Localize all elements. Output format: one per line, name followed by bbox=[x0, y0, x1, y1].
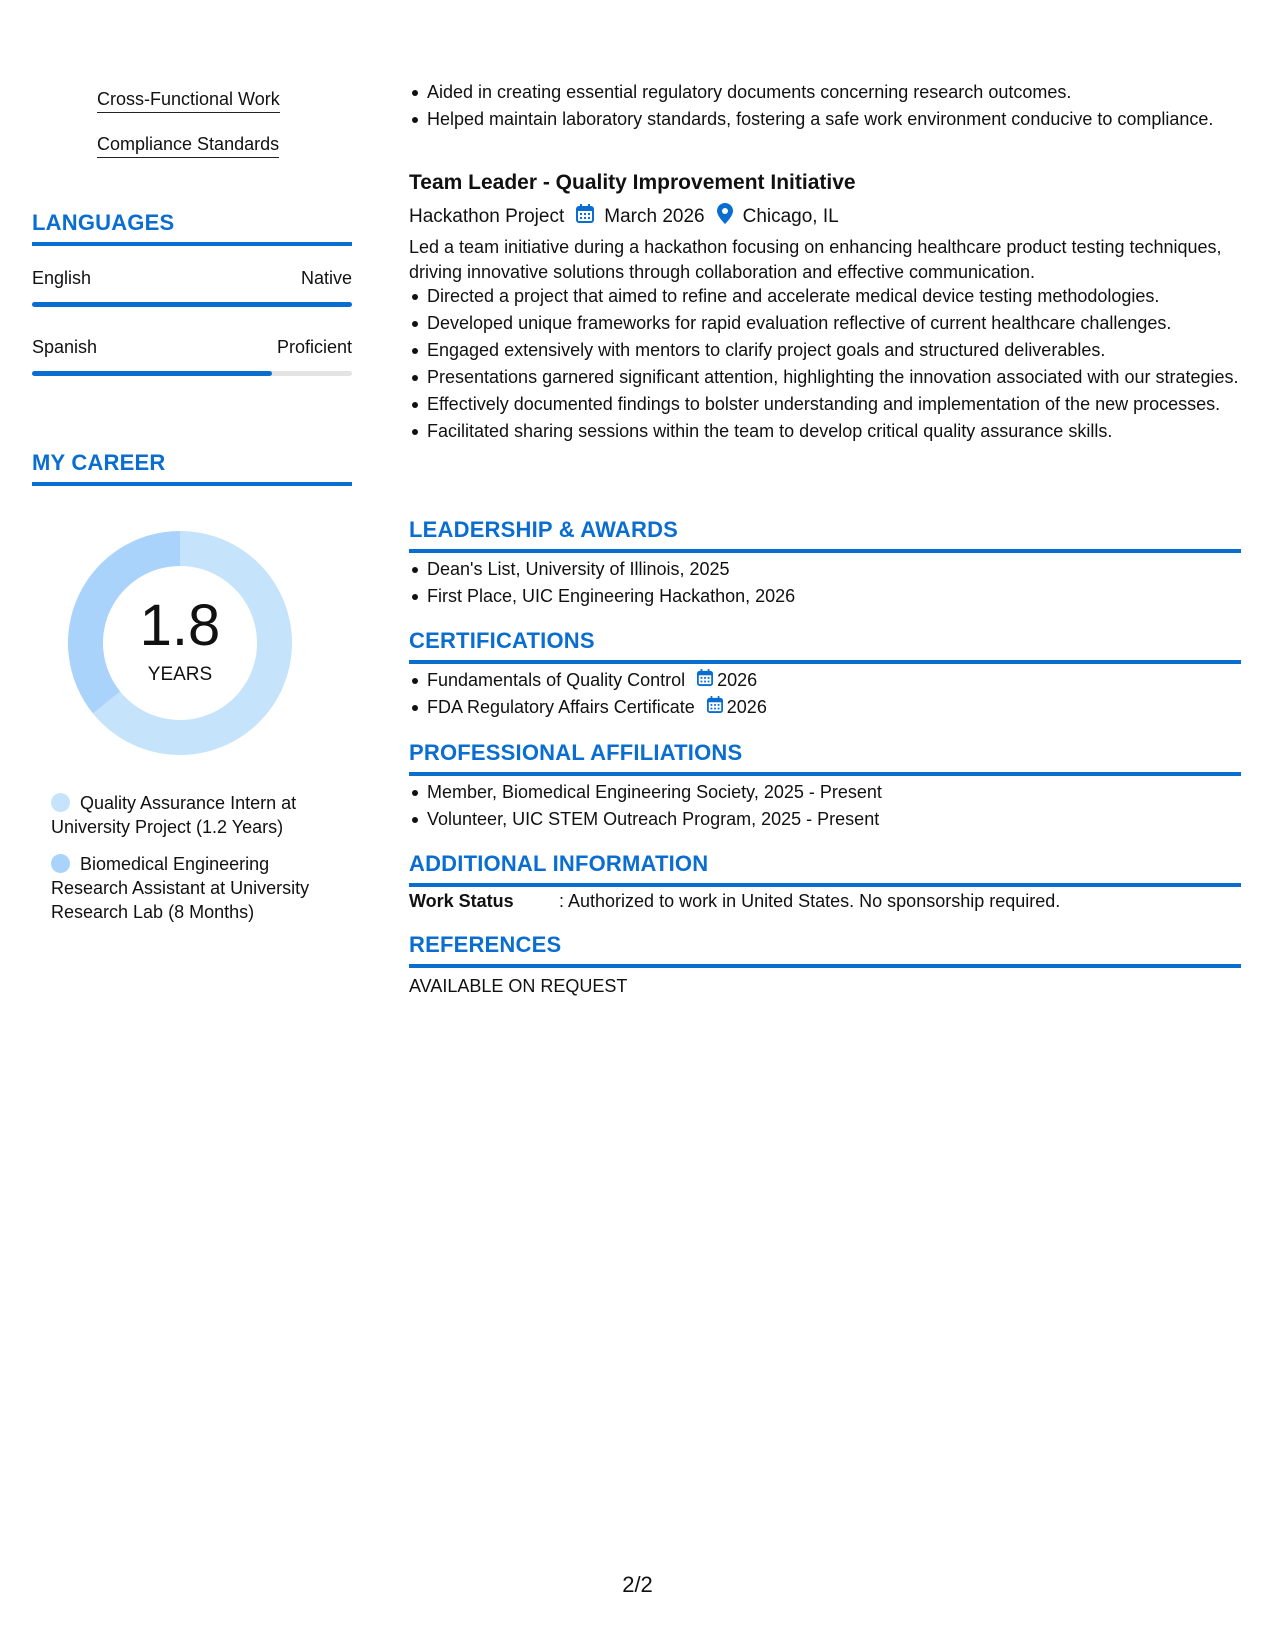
language-bar-fill bbox=[32, 302, 352, 307]
job-company: Hackathon Project bbox=[409, 205, 565, 227]
awards-heading: LEADERSHIP & AWARDS bbox=[409, 517, 1241, 553]
work-status-row bbox=[409, 891, 1060, 912]
bullet-item: Engaged extensively with mentors to clarify project goals and structured deliverables. bbox=[427, 338, 1259, 363]
language-bar bbox=[32, 371, 352, 376]
skill-tag: Cross-Functional Work bbox=[97, 88, 280, 113]
additional-info-heading: ADDITIONAL INFORMATION bbox=[409, 851, 1241, 887]
job-date: March 2026 bbox=[604, 205, 705, 227]
job-description: Led a team initiative during a hackathon focusing on enhancing healthcare product testing techniques, driving innovative solutions through collaboration and effective communication. bbox=[409, 237, 1222, 282]
career-legend-label: Quality Assurance Intern at University Project (1.2 Years) bbox=[51, 793, 297, 837]
certifications-heading: CERTIFICATIONS bbox=[409, 628, 1241, 664]
job-title: Team Leader - Quality Improvement Initiative bbox=[409, 171, 856, 194]
page-number: 2/2 bbox=[622, 1572, 653, 1597]
language-name: Spanish bbox=[32, 337, 98, 357]
bullet-item: Facilitated sharing sessions within the team to develop critical quality assurance skills. bbox=[427, 419, 1259, 444]
job-location: Chicago, IL bbox=[742, 205, 839, 227]
certification-item bbox=[427, 668, 1259, 693]
bullet-item: Dean's List, University of Illinois, 2025 bbox=[427, 557, 1259, 582]
bullet-item: Directed a project that aimed to refine and accelerate medical device testing methodologies. bbox=[427, 284, 1259, 309]
calendar-icon bbox=[697, 668, 713, 693]
work-status-value: : Authorized to work in United States. No sponsorship required. bbox=[559, 891, 1061, 911]
donut-center bbox=[67, 530, 293, 756]
certifications-list bbox=[409, 668, 1259, 722]
certification-year: 2026 bbox=[726, 697, 767, 717]
language-level: Proficient bbox=[276, 337, 352, 357]
work-status-label: Work Status bbox=[409, 891, 514, 911]
bullet-item: First Place, UIC Engineering Hackathon, 2026 bbox=[427, 584, 1259, 609]
career-legend-item bbox=[51, 852, 341, 924]
language-bar bbox=[32, 302, 352, 307]
bullet-item: Helped maintain laboratory standards, fostering a safe work environment conducive to compliance. bbox=[427, 107, 1259, 132]
career-legend-item bbox=[51, 791, 341, 839]
skill-tag: Compliance Standards bbox=[97, 133, 279, 158]
calendar-icon bbox=[576, 204, 594, 229]
bullet-item: Presentations garnered significant attention, highlighting the innovation associated with our strategies. bbox=[427, 365, 1259, 390]
certification-year: 2026 bbox=[717, 670, 758, 690]
bullet-item: Aided in creating essential regulatory documents concerning research outcomes. bbox=[427, 80, 1259, 105]
certification-name: Fundamentals of Quality Control bbox=[427, 670, 686, 690]
career-total-years: 1.8 bbox=[139, 593, 221, 658]
bullet-item: Developed unique frameworks for rapid evaluation reflective of current healthcare challenges. bbox=[427, 311, 1259, 336]
language-name: English bbox=[32, 268, 92, 288]
legend-dot-icon bbox=[51, 793, 70, 812]
certification-item bbox=[427, 695, 1259, 720]
affiliations-heading: PROFESSIONAL AFFILIATIONS bbox=[409, 740, 1241, 776]
bullet-item: Volunteer, UIC STEM Outreach Program, 2025 - Present bbox=[427, 807, 1259, 832]
awards-list bbox=[409, 557, 1259, 611]
calendar-icon bbox=[707, 695, 723, 720]
previous-job-bullets bbox=[409, 80, 1259, 134]
language-bar-fill bbox=[32, 371, 272, 376]
certification-name: FDA Regulatory Affairs Certificate bbox=[427, 697, 695, 717]
language-level: Native bbox=[300, 268, 352, 288]
career-total-unit: YEARS bbox=[147, 664, 213, 685]
location-pin-icon bbox=[717, 203, 733, 230]
job-meta bbox=[409, 203, 839, 230]
career-donut-chart bbox=[67, 530, 293, 756]
languages-heading: LANGUAGES bbox=[32, 210, 352, 246]
job-bullets bbox=[409, 284, 1259, 446]
affiliations-list bbox=[409, 780, 1259, 834]
bullet-item: Member, Biomedical Engineering Society, 2025 - Present bbox=[427, 780, 1259, 805]
references-text: AVAILABLE ON REQUEST bbox=[409, 976, 628, 996]
career-heading: MY CAREER bbox=[32, 450, 352, 486]
references-heading: REFERENCES bbox=[409, 932, 1241, 968]
legend-dot-icon bbox=[51, 854, 70, 873]
bullet-item: Effectively documented findings to bolster understanding and implementation of the new processes. bbox=[427, 392, 1259, 417]
career-legend-label: Biomedical Engineering Research Assistant at University Research Lab (8 Months) bbox=[51, 854, 310, 922]
